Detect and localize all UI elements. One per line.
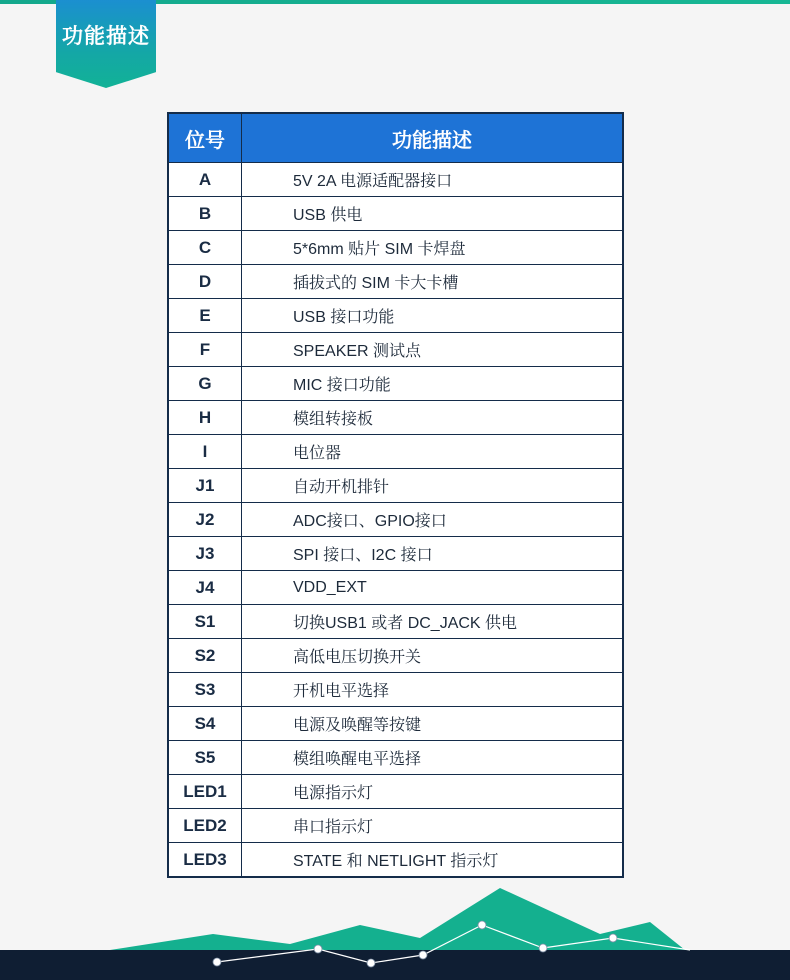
marker-dot	[213, 958, 221, 966]
row-description: ADC接口、GPIO接口	[242, 503, 624, 537]
row-description: 串口指示灯	[242, 809, 624, 843]
row-description: 电源及唤醒等按键	[242, 707, 624, 741]
table-header-row	[168, 113, 623, 163]
table-row	[168, 231, 623, 265]
row-position: J4	[168, 571, 242, 605]
row-position: F	[168, 333, 242, 367]
table-row	[168, 163, 623, 197]
row-position: S3	[168, 673, 242, 707]
row-description: 5V 2A 电源适配器接口	[242, 163, 624, 197]
row-position: I	[168, 435, 242, 469]
header-position: 位号	[168, 113, 242, 163]
row-position: J2	[168, 503, 242, 537]
row-position: LED3	[168, 843, 242, 878]
table-row	[168, 605, 623, 639]
table-row	[168, 197, 623, 231]
footer-mountains	[0, 860, 790, 980]
row-description: VDD_EXT	[242, 571, 624, 605]
row-description: 开机电平选择	[242, 673, 624, 707]
row-description: STATE 和 NETLIGHT 指示灯	[293, 853, 499, 870]
marker-dot	[478, 921, 486, 929]
row-description: USB 接口功能	[242, 299, 624, 333]
table-row	[168, 333, 623, 367]
table-row	[168, 503, 623, 537]
row-description: USB 供电	[242, 197, 624, 231]
row-position: C	[168, 231, 242, 265]
table-row	[168, 571, 623, 605]
row-description: 模组唤醒电平选择	[242, 741, 624, 775]
table-row	[168, 435, 623, 469]
row-description: MIC 接口功能	[242, 367, 624, 401]
row-position: LED1	[168, 775, 242, 809]
table-row	[168, 639, 623, 673]
row-description: 电位器	[242, 435, 624, 469]
row-description: SPEAKER 测试点	[242, 333, 624, 367]
row-position: S1	[168, 605, 242, 639]
section-title: 功能描述	[62, 25, 150, 48]
row-description: 插拔式的 SIM 卡大卡槽	[242, 265, 624, 299]
row-position: J1	[168, 469, 242, 503]
table-row	[168, 537, 623, 571]
table-row	[168, 673, 623, 707]
function-table	[167, 112, 624, 878]
row-position: S5	[168, 741, 242, 775]
table-row	[168, 299, 623, 333]
row-position: B	[168, 197, 242, 231]
row-position: S4	[168, 707, 242, 741]
marker-dot	[539, 944, 547, 952]
table-row	[168, 469, 623, 503]
row-position: A	[168, 163, 242, 197]
row-description: SPI 接口、I2C 接口	[242, 537, 624, 571]
header-description: 功能描述	[242, 113, 624, 163]
marker-dot	[419, 951, 427, 959]
table-row	[168, 809, 623, 843]
table-row	[168, 401, 623, 435]
row-position: LED2	[168, 809, 242, 843]
row-description: 模组转接板	[242, 401, 624, 435]
row-description: 切换USB1 或者 DC_JACK 供电	[242, 605, 624, 639]
table-row	[168, 265, 623, 299]
row-position: S2	[168, 639, 242, 673]
row-position: H	[168, 401, 242, 435]
row-description: 电源指示灯	[242, 775, 624, 809]
row-description: 5*6mm 贴片 SIM 卡焊盘	[242, 231, 624, 265]
marker-dot	[367, 959, 375, 967]
marker-dot	[314, 945, 322, 953]
row-position: J3	[168, 537, 242, 571]
table-row	[168, 707, 623, 741]
row-position: E	[168, 299, 242, 333]
table-row	[168, 741, 623, 775]
footer-band	[0, 950, 790, 980]
table-row	[168, 775, 623, 809]
table-row	[168, 367, 623, 401]
row-description: 自动开机排针	[242, 469, 624, 503]
mountain-shape	[110, 888, 685, 950]
row-description: 高低电压切换开关	[242, 639, 624, 673]
row-position: D	[168, 265, 242, 299]
marker-dot	[609, 934, 617, 942]
row-position: G	[168, 367, 242, 401]
